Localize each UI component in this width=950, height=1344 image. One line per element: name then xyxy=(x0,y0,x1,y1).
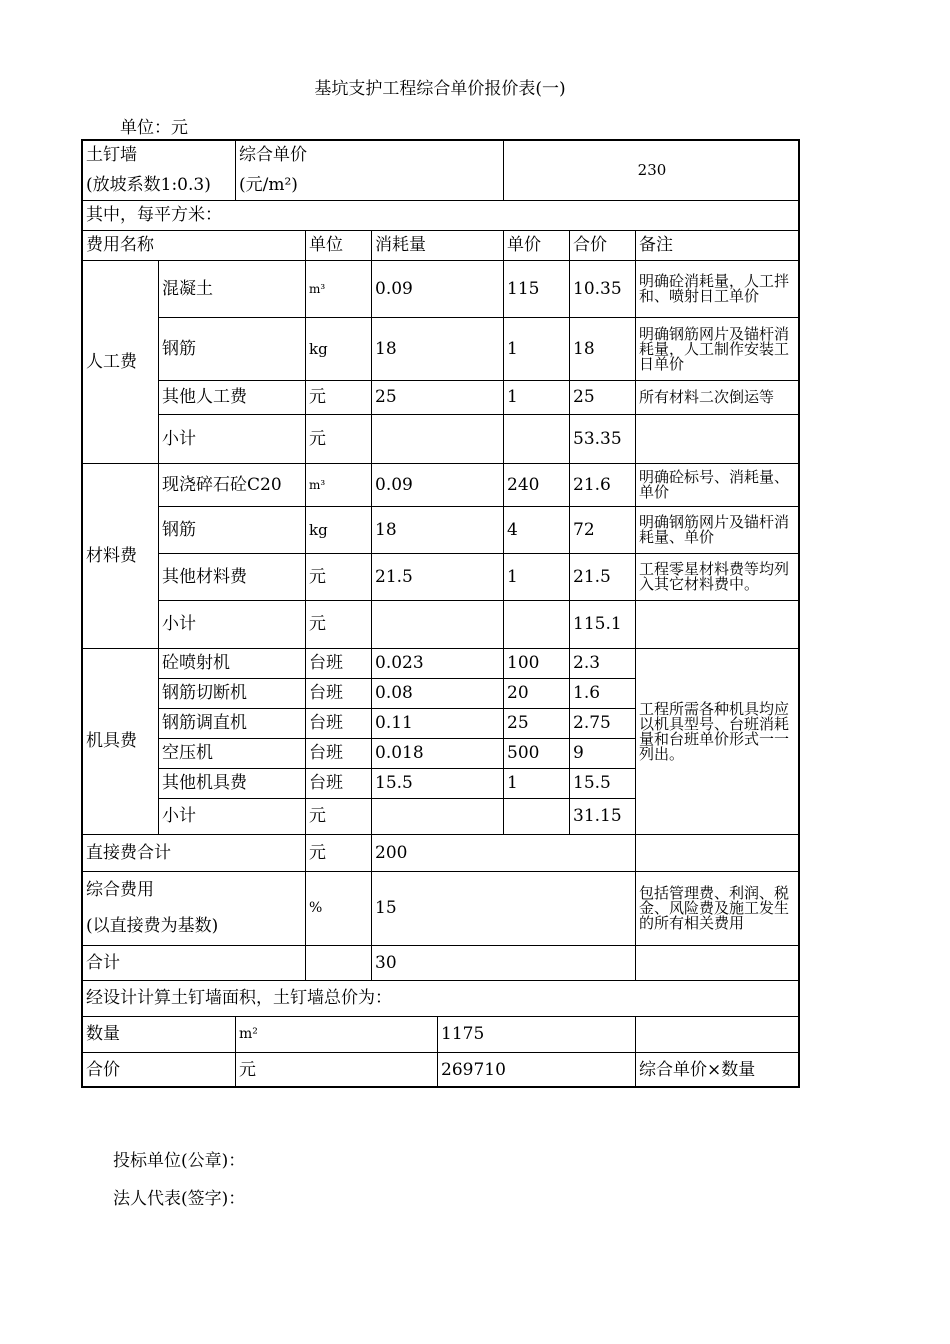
machine-row-price: 100 xyxy=(504,649,570,679)
total-price-label: 合价 xyxy=(83,1053,236,1088)
machine-row-price: 25 xyxy=(504,709,570,739)
unit-price-label: 综合单价 xyxy=(239,145,307,166)
labor-row-unit: m³ xyxy=(306,261,372,318)
bidder-seal-label: 投标单位(公章)： xyxy=(113,1151,246,1171)
labor-row-name: 混凝土 xyxy=(159,261,306,318)
machine-row-name: 钢筋切断机 xyxy=(159,679,306,709)
empty-cell xyxy=(636,601,800,649)
labor-row-qty: 0.09 xyxy=(372,261,504,318)
labor-row-total: 10.35 xyxy=(570,261,636,318)
material-row-name: 钢筋 xyxy=(159,507,306,554)
machine-subtotal-name: 小计 xyxy=(159,799,306,835)
machine-row-qty: 15.5 xyxy=(372,769,504,799)
material-row-remark: 工程零星材料费等均列入其它材料费中。 xyxy=(636,554,800,601)
labor-row-price: 1 xyxy=(504,318,570,381)
material-row-unit: m³ xyxy=(306,464,372,507)
labor-row-remark: 所有材料二次倒运等 xyxy=(636,381,800,415)
material-row-price: 1 xyxy=(504,554,570,601)
material-row-total: 21.6 xyxy=(570,464,636,507)
machine-row-qty: 0.023 xyxy=(372,649,504,679)
overhead-label: 综合费用 xyxy=(83,872,306,908)
machine-row-unit: 台班 xyxy=(306,739,372,769)
col-remark: 备注 xyxy=(636,231,800,261)
empty-cell xyxy=(306,946,372,981)
empty-cell xyxy=(372,415,504,464)
material-row-qty: 0.09 xyxy=(372,464,504,507)
sum-label: 合计 xyxy=(83,946,306,981)
machine-row-unit: 台班 xyxy=(306,649,372,679)
machine-row-price: 1 xyxy=(504,769,570,799)
quantity-unit: m² xyxy=(236,1017,438,1053)
design-note: 经设计计算土钉墙面积，土钉墙总价为： xyxy=(83,981,800,1017)
material-row-qty: 18 xyxy=(372,507,504,554)
material-subtotal-name: 小计 xyxy=(159,601,306,649)
item-slope: (放坡系数1:0.3) xyxy=(86,174,211,195)
empty-cell xyxy=(636,946,800,981)
col-unit: 单位 xyxy=(306,231,372,261)
total-price-remark: 综合单价×数量 xyxy=(639,1060,756,1080)
per-sqm-label: 其中，每平方米： xyxy=(83,201,800,231)
machine-row-qty: 0.018 xyxy=(372,739,504,769)
material-row-name: 其他材料费 xyxy=(159,554,306,601)
labor-subtotal-name: 小计 xyxy=(159,415,306,464)
labor-row-unit: 元 xyxy=(306,381,372,415)
machine-row-unit: 台班 xyxy=(306,769,372,799)
group-labor: 人工费 xyxy=(83,261,159,464)
unit-price-label-cell xyxy=(236,141,504,201)
group-machine: 机具费 xyxy=(83,649,159,835)
empty-cell xyxy=(504,799,570,835)
material-row-total: 72 xyxy=(570,507,636,554)
overhead-remark: 包括管理费、利润、税金、风险费及施工发生的所有相关费用 xyxy=(636,872,800,946)
direct-total-label: 直接费合计 xyxy=(83,835,306,872)
empty-cell xyxy=(504,415,570,464)
labor-row-remark: 明确砼消耗量，人工拌和、喷射日工单价 xyxy=(636,261,800,318)
machine-row-name: 钢筋调直机 xyxy=(159,709,306,739)
labor-row-remark: 明确钢筋网片及锚杆消耗量，人工制作安装工日单价 xyxy=(636,318,800,381)
group-material: 材料费 xyxy=(83,464,159,649)
material-row-price: 240 xyxy=(504,464,570,507)
material-row-price: 4 xyxy=(504,507,570,554)
machine-row-total: 1.6 xyxy=(570,679,636,709)
empty-cell xyxy=(636,1017,800,1053)
empty-cell xyxy=(372,799,504,835)
overhead-basis: (以直接费为基数) xyxy=(83,908,306,946)
material-row-remark: 明确砼标号、消耗量、单价 xyxy=(636,464,800,507)
machine-remark: 工程所需各种机具均应以机具型号、台班消耗量和台班单价形式一一列出。 xyxy=(636,649,800,835)
labor-row-name: 其他人工费 xyxy=(159,381,306,415)
unit-label: 单位：元 xyxy=(120,118,188,138)
labor-row-price: 115 xyxy=(504,261,570,318)
machine-row-total: 15.5 xyxy=(570,769,636,799)
total-price-value: 269710 xyxy=(438,1053,636,1088)
item-name-cell xyxy=(83,141,236,201)
labor-row-qty: 18 xyxy=(372,318,504,381)
col-price: 单价 xyxy=(504,231,570,261)
unit-price-value: 230 xyxy=(504,141,800,201)
direct-total-value: 200 xyxy=(372,835,636,872)
material-row-unit: kg xyxy=(306,507,372,554)
page-title: 基坑支护工程综合单价报价表(一) xyxy=(314,79,566,99)
machine-subtotal-total: 31.15 xyxy=(570,799,636,835)
machine-row-total: 2.3 xyxy=(570,649,636,679)
col-name: 费用名称 xyxy=(83,231,306,261)
labor-row-total: 18 xyxy=(570,318,636,381)
item-name: 土钉墙 xyxy=(86,145,137,166)
labor-row-unit: kg xyxy=(306,318,372,381)
machine-row-unit: 台班 xyxy=(306,679,372,709)
labor-row-name: 钢筋 xyxy=(159,318,306,381)
labor-subtotal-total: 53.35 xyxy=(570,415,636,464)
machine-row-name: 其他机具费 xyxy=(159,769,306,799)
machine-row-price: 500 xyxy=(504,739,570,769)
sum-value: 30 xyxy=(372,946,636,981)
material-subtotal-total: 115.1 xyxy=(570,601,636,649)
price-table xyxy=(81,139,800,1088)
machine-row-name: 砼喷射机 xyxy=(159,649,306,679)
legal-rep-signature-label: 法人代表(签字)： xyxy=(113,1189,246,1209)
machine-row-qty: 0.11 xyxy=(372,709,504,739)
empty-cell xyxy=(636,835,800,872)
material-row-unit: 元 xyxy=(306,554,372,601)
material-row-name: 现浇碎石砼C20 xyxy=(159,464,306,507)
labor-row-total: 25 xyxy=(570,381,636,415)
machine-row-unit: 台班 xyxy=(306,709,372,739)
overhead-unit: % xyxy=(306,872,372,946)
material-subtotal-unit: 元 xyxy=(306,601,372,649)
empty-cell xyxy=(504,601,570,649)
material-row-total: 21.5 xyxy=(570,554,636,601)
total-price-unit: 元 xyxy=(236,1053,438,1088)
machine-row-name: 空压机 xyxy=(159,739,306,769)
machine-row-total: 2.75 xyxy=(570,709,636,739)
machine-row-price: 20 xyxy=(504,679,570,709)
quantity-value: 1175 xyxy=(438,1017,636,1053)
labor-row-price: 1 xyxy=(504,381,570,415)
quantity-label: 数量 xyxy=(83,1017,236,1053)
material-row-qty: 21.5 xyxy=(372,554,504,601)
machine-subtotal-unit: 元 xyxy=(306,799,372,835)
empty-cell xyxy=(372,601,504,649)
overhead-value: 15 xyxy=(372,872,636,946)
empty-cell xyxy=(636,415,800,464)
labor-subtotal-unit: 元 xyxy=(306,415,372,464)
machine-row-total: 9 xyxy=(570,739,636,769)
labor-row-qty: 25 xyxy=(372,381,504,415)
col-total: 合价 xyxy=(570,231,636,261)
unit-price-unit: (元/m²) xyxy=(239,174,298,195)
direct-total-unit: 元 xyxy=(306,835,372,872)
machine-row-qty: 0.08 xyxy=(372,679,504,709)
material-row-remark: 明确钢筋网片及锚杆消耗量、单价 xyxy=(636,507,800,554)
col-consumption: 消耗量 xyxy=(372,231,504,261)
